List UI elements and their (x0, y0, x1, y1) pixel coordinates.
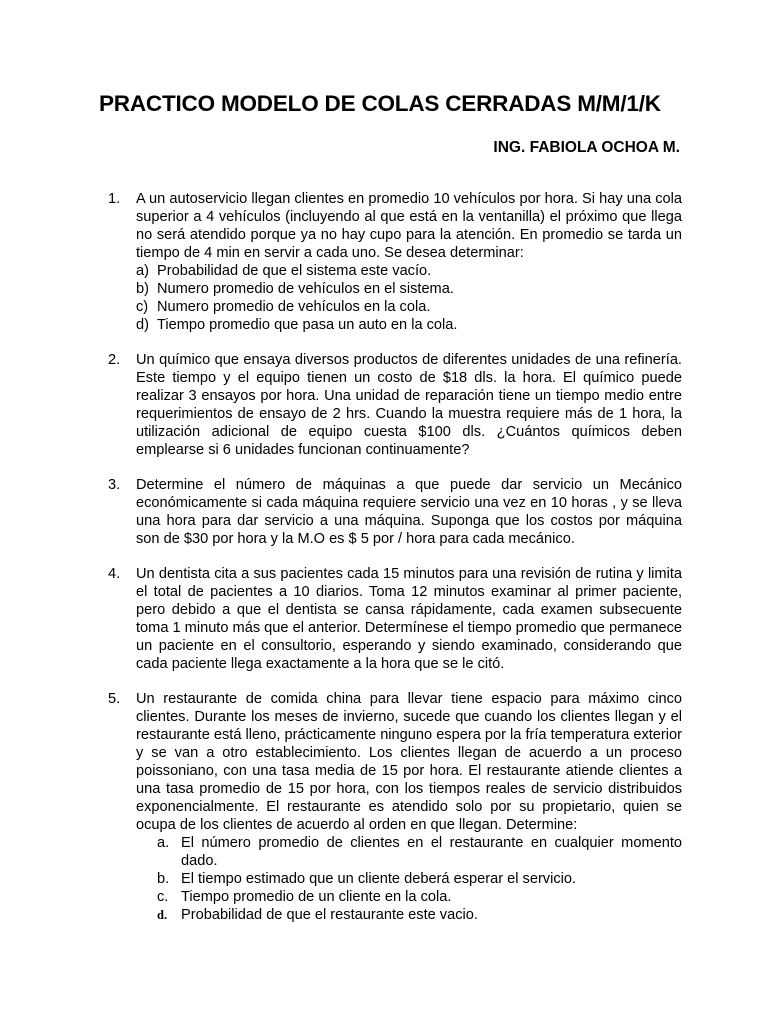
sub-question-letter: b. (157, 871, 170, 887)
problem-text: Un químico que ensaya diversos productos de diferentes unidades de una refinería. Este tiempo y el equipo tienen un costo de $18 dls. la hora. El químico puede realizar 3 ensayos por hora. Una unidad de reparación tiene un tiempo medio entre requerimientos de ensayo de 2 hrs. Cuando la muestra requiere más de 1 hora, la utilización adicional de equipo cuesta $100 dls. ¿Cuántos químicos deben emplearse si 6 unidades funcionan continuamente? (136, 352, 682, 458)
problem-number: 4. (108, 566, 121, 582)
sub-question (136, 870, 682, 888)
author-name: ING. FABIOLA OCHOA M. (493, 139, 680, 156)
sub-question-letter: d. (157, 908, 168, 922)
sub-question (136, 262, 682, 280)
sub-question-list (136, 262, 682, 334)
sub-question-letter: a. (157, 835, 170, 851)
sub-question-letter: c) (136, 299, 149, 315)
problem-text: Un restaurante de comida china para llevar tiene espacio para máximo cinco clientes. Durante los meses de invierno, sucede que cuando los clientes llegan y el restaurante está lleno, prácticamente ninguno espera por la fría temperatura exterior y se van a otro establecimiento. Los clientes llegan de acuerdo a un proceso poissoniano, con una tasa media de 15 por hora. El restaurante atiende clientes a una tasa promedio de 15 por hora, con los tiempos reales de servicio distribuidos exponencialmente. El restaurante es atendido solo por su propietario, quien se ocupa de los clientes de acuerdo al orden en que llegan. Determine: (136, 691, 682, 833)
problem-number: 2. (108, 352, 121, 368)
sub-question (136, 906, 682, 924)
sub-question (136, 280, 682, 298)
problem-number: 5. (108, 691, 121, 707)
document-title: PRACTICO MODELO DE COLAS CERRADAS M/M/1/K (99, 91, 661, 116)
problem-item (108, 190, 682, 334)
sub-question-text: El tiempo estimado que un cliente deberá esperar el servicio. (181, 871, 577, 887)
problem-text: Determine el número de máquinas a que puede dar servicio un Mecánico económicamente si cada máquina requiere servicio una vez en 10 horas , y se lleva una hora para dar servicio a una máquina. Suponga que los costos por máquina son de $30 por hora y la M.O es $ 5 por / hora para cada mecánico. (136, 477, 682, 547)
sub-question-text: Probabilidad de que el restaurante este vacio. (181, 907, 478, 923)
problem-number: 1. (108, 191, 121, 207)
sub-question-text: Numero promedio de vehículos en el sistema. (157, 281, 454, 297)
sub-question-letter: b) (136, 281, 149, 297)
problem-item (108, 690, 682, 924)
problem-item (108, 476, 682, 548)
sub-question-letter: a) (136, 263, 149, 279)
problem-list (108, 190, 682, 941)
sub-question (136, 834, 682, 870)
problem-text: A un autoservicio llegan clientes en promedio 10 vehículos por hora. Si hay una cola superior a 4 vehículos (incluyendo al que está en la ventanilla) el próximo que llega no será atendido porque ya no hay cupo para la atención. En promedio se tarda un tiempo de 4 min en servir a cada uno. Se desea determinar: (136, 191, 682, 261)
sub-question-list (136, 834, 682, 924)
sub-question (136, 316, 682, 334)
sub-question-letter: c. (157, 889, 169, 905)
sub-question-text: Tiempo promedio que pasa un auto en la cola. (157, 317, 458, 333)
problem-number: 3. (108, 477, 121, 493)
sub-question-letter: d) (136, 317, 149, 333)
sub-question-text: Numero promedio de vehículos en la cola. (157, 299, 431, 315)
problem-item (108, 565, 682, 673)
problem-text: Un dentista cita a sus pacientes cada 15 minutos para una revisión de rutina y limita el total de pacientes a 10 diarios. Toma 12 minutos examinar al primer paciente, pero debido a que el dentista se cansa rápidamente, cada examen subsecuente toma 1 minuto más que el anterior. Determínese el tiempo promedio que permanece un paciente en el consultorio, esperando y siendo examinado, considerando que cada paciente llega exactamente a la hora que se le citó. (136, 566, 682, 672)
problem-item (108, 351, 682, 459)
sub-question-text: Tiempo promedio de un cliente en la cola. (181, 889, 452, 905)
sub-question-text: El número promedio de clientes en el restaurante en cualquier momento dado. (181, 835, 682, 869)
sub-question (136, 298, 682, 316)
sub-question-text: Probabilidad de que el sistema este vacío. (157, 263, 432, 279)
sub-question (136, 888, 682, 906)
